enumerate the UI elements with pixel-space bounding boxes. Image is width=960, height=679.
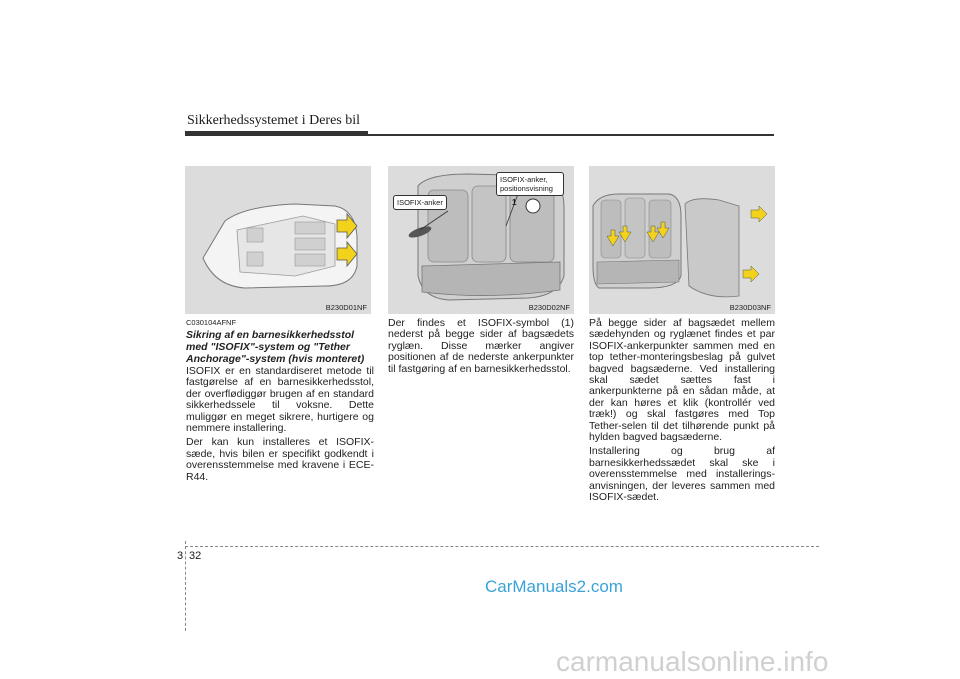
figure-rear-seat-isofix [388, 166, 574, 314]
site-watermark: carmanualsonline.info [556, 646, 829, 677]
arrow-icon [751, 206, 767, 222]
figure-anchor-points [589, 166, 775, 314]
header-rule-thick [185, 131, 368, 136]
arrow-icon [743, 266, 759, 282]
column1-body [186, 366, 374, 486]
marker-number: 1 [512, 198, 517, 207]
figure-label: B230D03NF [729, 303, 771, 312]
paragraph: På begge sider af bagsædet mellem sædehynden og ryglænet findes et par ISOFIX-ankerpunkter sammen med en top tether-monteringsbeslag på gulvet bagved bagsæderne. Ved installering skal sædet sættes fast i ankerpunkterne på en sådan måde, at der kan høres et klik (kontrollér ved træk!) og skal fastgøres med Top Tether-selen til det tilhørende punkt på hylden bagved bagsæderne. [589, 317, 775, 444]
section-code: C030104AFNF [186, 318, 237, 327]
column3-body [589, 318, 775, 507]
section-subheading: Sikring af en barnesikkerhedsstol med "ISOFIX"-system og "Tether Anchorage"-system (hvis monteret) [186, 329, 365, 365]
paragraph: Der findes et ISOFIX-symbol (1) nederst på begge sider af bagsædets ryglæn. Disse mærker angiver positionen af de nederste ankerpunkter til fastgøring af en barnesikkerhedsstol. [388, 317, 574, 375]
callout-isofix-anchor: ISOFIX-anker [393, 195, 447, 210]
paragraph: Der kan kun installeres et ISOFIX-sæde, hvis bilen er specifikt godkendt i overensstemmelse med kravene i ECE-R44. [186, 436, 374, 483]
car-top-view-illustration [185, 166, 371, 314]
watermark-link[interactable]: CarManuals2.com [485, 577, 623, 596]
anchor-points-illustration [589, 166, 775, 314]
paragraph: Installering og brug af barnesikkerhedssædet skal ske i overensstemmelse med installerings-anvisningen, der leveres sammen med ISOFIX-sædet. [589, 445, 775, 504]
header-rule-thin [368, 134, 774, 136]
isofix-symbol-icon [526, 199, 540, 213]
figure-label: B230D02NF [528, 303, 570, 312]
footer-rule [185, 546, 819, 547]
figure-car-top-view [185, 166, 371, 314]
page-header-title: Sikkerhedssystemet i Deres bil [187, 113, 361, 128]
chapter-number: 3 [177, 550, 184, 562]
footer-rule-vertical [185, 541, 186, 631]
callout-isofix-position: ISOFIX-anker, positionsvisning [496, 172, 564, 196]
paragraph: ISOFIX er en standardiseret metode til fastgørelse af en barnesikkerhedsstol, der overflødiggør brugen af en standard sikkerhedssele til voksne. Dette muliggør en meget sikrere, hurtigere og nemmere installering. [186, 365, 374, 435]
page-number: 32 [189, 550, 202, 562]
figure-label: B230D01NF [325, 303, 367, 312]
column2-body [388, 318, 574, 378]
